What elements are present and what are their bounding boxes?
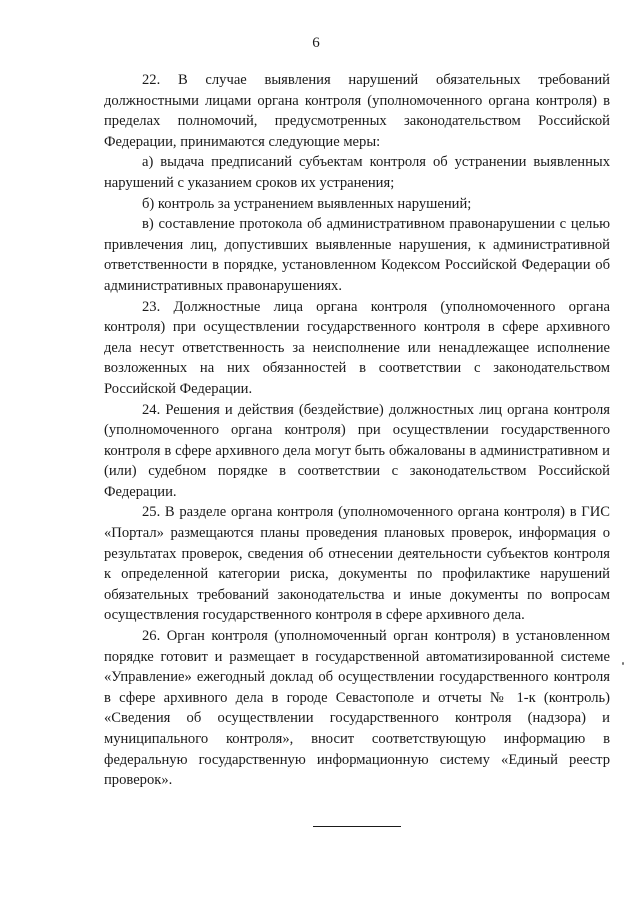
paragraph-25: 25. В разделе органа контроля (уполномоченного органа контроля) в ГИС «Портал» размещаются планы проведения плановых проверок, информация о результатах проверок, сведения об отнесении деятельности субъектов контроля к определенной категории риска, документы по профилактике нарушений обязательных требований законодательства и иные документы по вопросам осуществления государственного контроля в сфере архивного дела.	[104, 504, 610, 624]
paragraph-22: 22. В случае выявления нарушений обязательных требований должностными лицами органа контроля (уполномоченного органа контроля) в пределах полномочий, предусмотренных законодательством Российской Федерации, принимаются следующие меры:	[104, 72, 610, 150]
paragraph-26: 26. Орган контроля (уполномоченный орган контроля) в установленном порядке готовит и размещает в государственной автоматизированной системе «Управление» ежегодный доклад об осуществлении государственного контроля в сфере архивного дела в городе Севастополе и отчеты № 1-к (контроль) «Сведения об осуществлении государственного контроля (надзора) и муниципального контроля», вносит соответствующую информацию в федеральную государственную информационную систему «Единый реестр проверок».	[104, 628, 610, 789]
end-of-text-rule	[313, 826, 401, 827]
paragraph-22-item-b: б) контроль за устранением выявленных нарушений;	[142, 195, 472, 212]
document-body	[104, 70, 610, 791]
paragraph-22-item-v: в) составление протокола об административном правонарушении с целью привлечения лиц, допустивших выявленные нарушения, к административной ответственности в порядке, установленном Кодексом Российской Федерации об административных правонарушениях.	[104, 216, 610, 294]
page-number: 6	[312, 35, 320, 51]
paragraph-23: 23. Должностные лица органа контроля (уполномоченного органа контроля) при осуществлении государственного контроля в сфере архивного дела несут ответственность за неисполнение или ненадлежащее исполнение возложенных на них обязанностей в соответствии с законодательством Российской Федерации.	[104, 298, 610, 397]
scan-artifact	[622, 662, 624, 665]
paragraph-22-item-a: а) выдача предписаний субъектам контроля об устранении выявленных нарушений с указанием сроков их устранения;	[104, 154, 610, 191]
paragraph-24: 24. Решения и действия (бездействие) должностных лиц органа контроля (уполномоченного органа контроля) при осуществлении государственного контроля в сфере архивного дела могут быть обжалованы в административном и (или) судебном порядке в соответствии с законодательством Российской Федерации.	[104, 401, 610, 500]
